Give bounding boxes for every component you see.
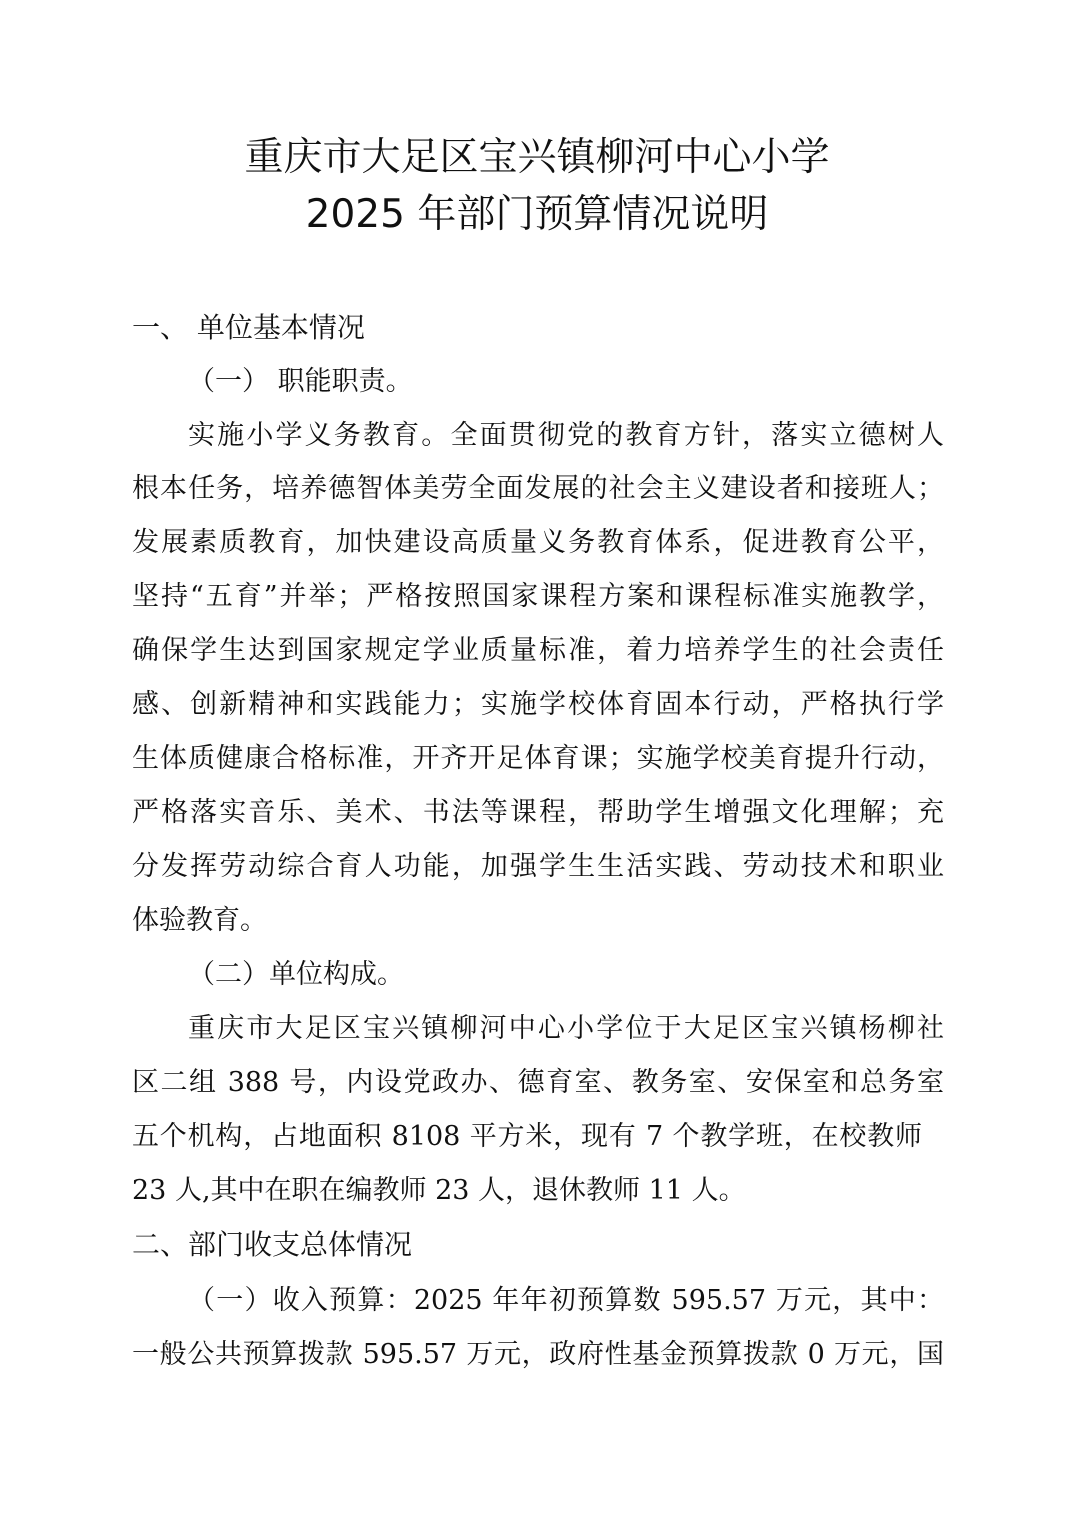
paragraph-line: 五个机构，占地面积 8108 平方米，现有 7 个教学班，在校教师 bbox=[132, 1121, 922, 1152]
paragraph-line: 23 人,其中在职在编教师 23 人，退休教师 11 人。 bbox=[132, 1175, 746, 1206]
paragraph-line: 重庆市大足区宝兴镇柳河中心小学位于大足区宝兴镇杨柳社 bbox=[188, 1013, 944, 1044]
section1-heading: 一、 单位基本情况 bbox=[132, 311, 365, 344]
paragraph-line: 体验教育。 bbox=[132, 905, 267, 936]
paragraph-line: 区二组 388 号，内设党政办、德育室、教务室、安保室和总务室 bbox=[132, 1067, 944, 1098]
section1-sub1-label: （一） 职能职责。 bbox=[188, 366, 413, 397]
document-title-line1: 重庆市大足区宝兴镇柳河中心小学 bbox=[244, 135, 830, 180]
section1-sub2-label: （二）单位构成。 bbox=[188, 959, 404, 990]
paragraph-line: 生体质健康合格标准，开齐开足体育课；实施学校美育提升行动， bbox=[132, 743, 944, 774]
paragraph-line: 坚持“五育”并举；严格按照国家课程方案和课程标准实施教学， bbox=[132, 581, 944, 612]
paragraph-line: 感、创新精神和实践能力；实施学校体育固本行动，严格执行学 bbox=[132, 689, 944, 720]
paragraph-line: 严格落实音乐、美术、书法等课程，帮助学生增强文化理解；充 bbox=[132, 797, 944, 828]
section2-heading: 二、部门收支总体情况 bbox=[132, 1228, 413, 1261]
paragraph-line: （一）收入预算：2025 年年初预算数 595.57 万元，其中： bbox=[188, 1285, 944, 1316]
paragraph-line: 分发挥劳动综合育人功能，加强学生生活实践、劳动技术和职业 bbox=[132, 851, 944, 882]
paragraph-line: 根本任务，培养德智体美劳全面发展的社会主义建设者和接班人； bbox=[132, 473, 944, 504]
paragraph-line: 发展素质教育，加快建设高质量义务教育体系，促进教育公平， bbox=[132, 527, 944, 558]
paragraph-line: 一般公共预算拨款 595.57 万元，政府性基金预算拨款 0 万元，国 bbox=[132, 1339, 944, 1370]
document-title-line2: 2025 年部门预算情况说明 bbox=[305, 192, 769, 237]
paragraph-line: 确保学生达到国家规定学业质量标准，着力培养学生的社会责任 bbox=[132, 635, 944, 666]
paragraph-line: 实施小学义务教育。全面贯彻党的教育方针，落实立德树人 bbox=[188, 420, 944, 451]
